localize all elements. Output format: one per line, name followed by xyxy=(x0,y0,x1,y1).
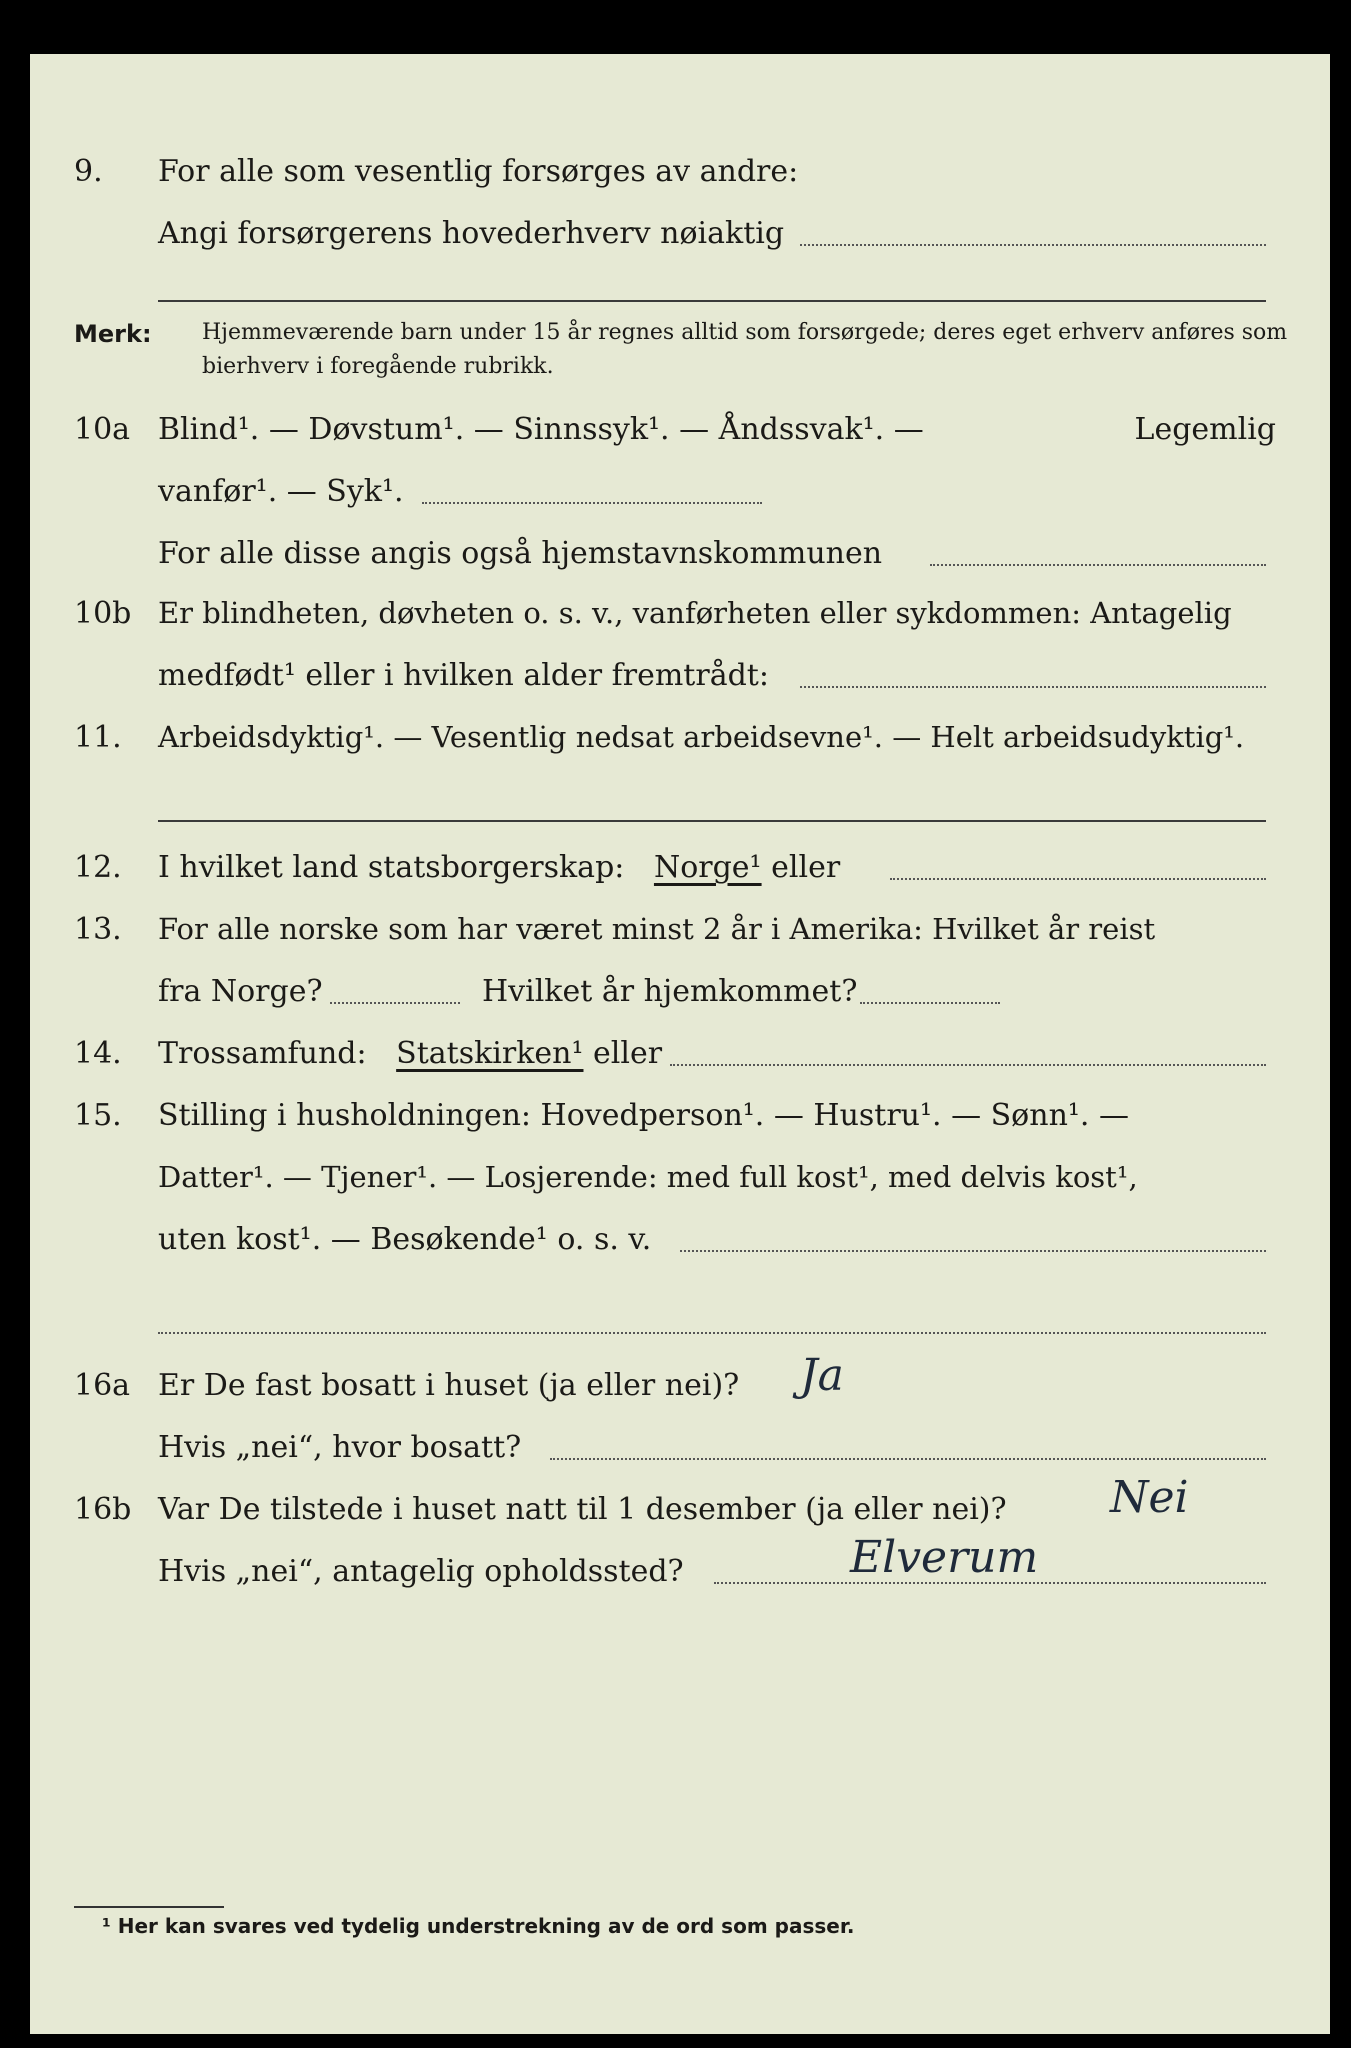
question-text: Hvilket år hjemkommet? xyxy=(482,974,858,1009)
question-text: Hvis „nei“, hvor bosatt? xyxy=(158,1430,522,1465)
question-11 xyxy=(30,708,1330,768)
question-10a-line3 xyxy=(30,524,1330,584)
underlined-answer[interactable]: Norge¹ xyxy=(653,850,762,885)
question-number: 16a xyxy=(74,1368,131,1403)
answer-line[interactable] xyxy=(800,244,1266,246)
question-16b-line2 xyxy=(30,1532,1330,1602)
question-number: 13. xyxy=(74,912,122,947)
question-text: Angi forsørgerens hovederhverv nøiaktig xyxy=(158,216,785,251)
question-12 xyxy=(30,838,1330,898)
question-text: Datter¹. — Tjener¹. — Losjerende: med full kost¹, med delvis kost¹, xyxy=(158,1160,1138,1194)
answer-line[interactable] xyxy=(800,686,1266,688)
question-text-part: I hvilket land statsborgerskap: xyxy=(158,850,625,885)
note-text: Hjemmeværende barn under 15 år regnes alltid som forsørgede; deres eget erhverv anføres som bierhverv i foregående rubrikk. xyxy=(202,320,1288,379)
answer-line[interactable] xyxy=(860,1002,1000,1004)
question-16a xyxy=(30,1350,1330,1416)
question-text: Er De fast bosatt i huset (ja eller nei)? xyxy=(158,1368,740,1403)
answer-line[interactable] xyxy=(158,300,1266,302)
question-9 xyxy=(30,142,1330,202)
question-text: Hvis „nei“, antagelig opholdssted? xyxy=(158,1554,684,1589)
question-text xyxy=(158,1036,662,1071)
question-text-part: eller xyxy=(771,850,841,885)
question-number: 9. xyxy=(74,154,103,189)
question-number: 12. xyxy=(74,850,122,885)
question-text-part: eller xyxy=(593,1036,663,1071)
question-text: Var De tilstede i huset natt til 1 desember (ja eller nei)? xyxy=(158,1492,1007,1527)
footnote: ¹ Her kan svares ved tydelig understrekning av de ord som passer. xyxy=(102,1914,855,1938)
answer-line[interactable] xyxy=(550,1458,1266,1460)
answer-line[interactable] xyxy=(930,564,1266,566)
question-text: Blind¹. — Døvstum¹. — Sinnssyk¹. — Åndssvak¹. — xyxy=(158,412,924,447)
question-13-line2 xyxy=(30,962,1330,1022)
census-form-page xyxy=(30,54,1330,2034)
question-10a-line2 xyxy=(30,462,1330,522)
handwritten-answer[interactable]: Nei xyxy=(1110,1472,1189,1523)
question-9-line2 xyxy=(30,204,1330,264)
question-15-line2 xyxy=(30,1148,1330,1208)
question-text xyxy=(158,850,840,885)
answer-line[interactable] xyxy=(158,820,1266,822)
question-text: Er blindheten, døvheten o. s. v., vanførheten eller sykdommen: Antagelig xyxy=(158,596,1232,630)
answer-line[interactable] xyxy=(670,1064,1266,1066)
question-text: Stilling i husholdningen: Hovedperson¹. — Hustru¹. — Sønn¹. — xyxy=(158,1098,1129,1133)
handwritten-answer[interactable]: Elverum xyxy=(850,1532,1039,1583)
question-16b xyxy=(30,1472,1330,1540)
answer-line[interactable] xyxy=(680,1250,1266,1252)
underlined-answer[interactable]: Statskirken¹ xyxy=(396,1036,584,1071)
question-number: 11. xyxy=(74,720,122,755)
question-15-line3 xyxy=(30,1210,1330,1270)
answer-line[interactable] xyxy=(158,1332,1266,1334)
question-10b-line2 xyxy=(30,646,1330,706)
question-15 xyxy=(30,1086,1330,1146)
question-text: Arbeidsdyktig¹. — Vesentlig nedsat arbeidsevne¹. — Helt arbeidsudyktig¹. xyxy=(158,720,1245,754)
merk-note xyxy=(30,316,1330,396)
note-label: Merk: xyxy=(74,320,152,348)
question-text: medfødt¹ eller i hvilken alder fremtrådt: xyxy=(158,658,769,693)
question-text-part: Trossamfund: xyxy=(158,1036,367,1071)
question-number: 10b xyxy=(74,596,132,631)
question-text: fra Norge? xyxy=(158,974,323,1009)
question-number: 15. xyxy=(74,1098,122,1133)
answer-line[interactable] xyxy=(422,502,762,504)
question-number: 10a xyxy=(74,412,131,447)
handwritten-answer[interactable]: Ja xyxy=(800,1350,844,1401)
footnote-rule xyxy=(74,1906,224,1908)
question-text: For alle disse angis også hjemstavnskommunen xyxy=(158,536,883,571)
question-number: 16b xyxy=(74,1492,132,1527)
answer-line[interactable] xyxy=(890,878,1266,880)
question-text: For alle norske som har været minst 2 år i Amerika: Hvilket år reist xyxy=(158,912,1156,946)
question-13 xyxy=(30,900,1330,960)
question-text: Legemlig xyxy=(1134,412,1276,447)
question-10b xyxy=(30,584,1330,644)
question-number: 14. xyxy=(74,1036,122,1071)
question-text: uten kost¹. — Besøkende¹ o. s. v. xyxy=(158,1222,652,1257)
question-text: For alle som vesentlig forsørges av andre: xyxy=(158,154,799,189)
answer-line[interactable] xyxy=(330,1002,460,1004)
question-14 xyxy=(30,1024,1330,1084)
question-text: vanfør¹. — Syk¹. xyxy=(158,474,404,509)
question-16a-line2 xyxy=(30,1418,1330,1478)
question-10a xyxy=(30,400,1330,460)
